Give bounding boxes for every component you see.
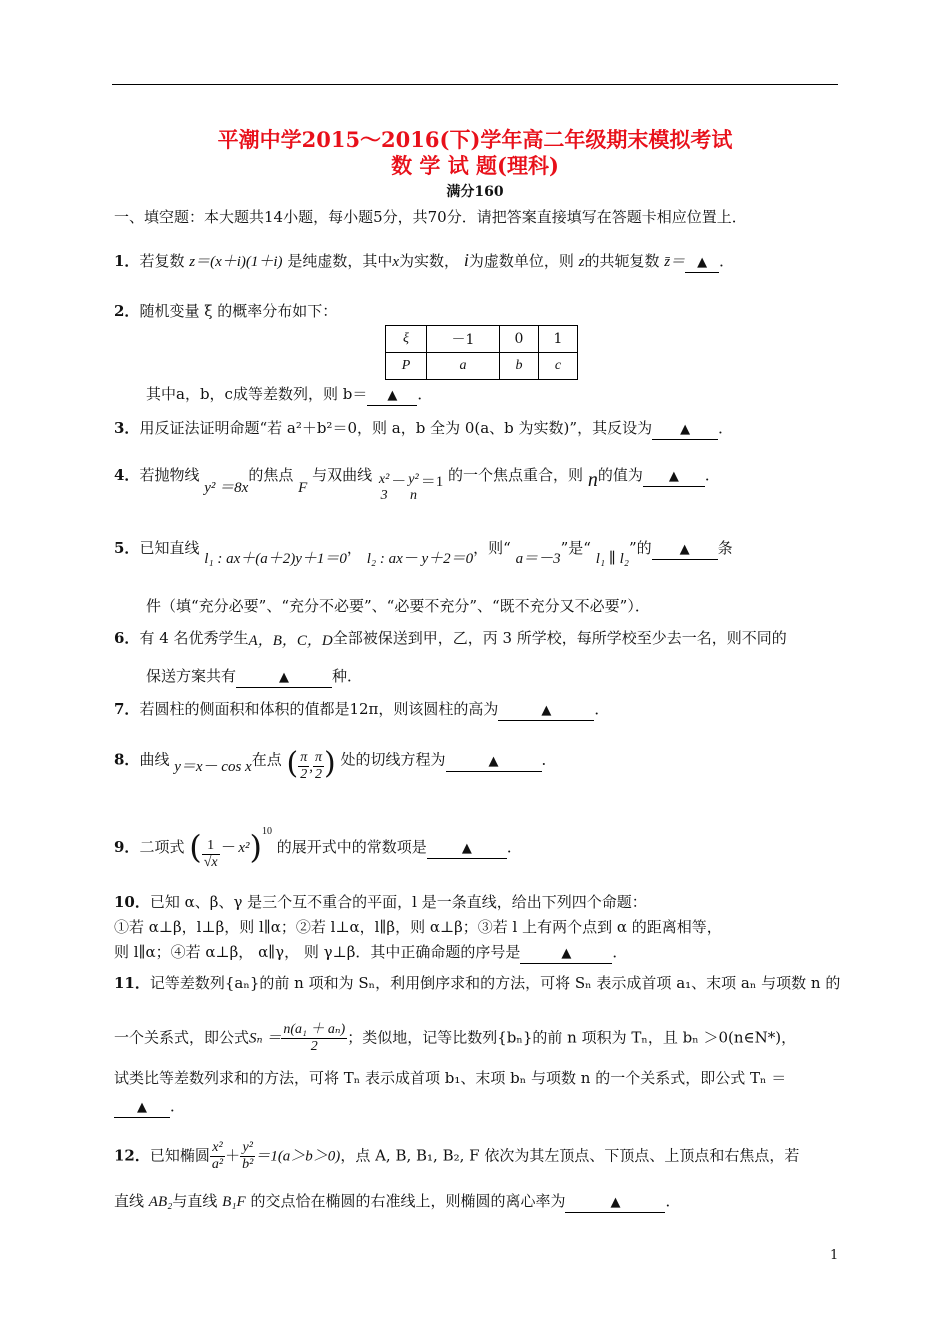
page-number: 1: [830, 1248, 839, 1263]
variable: z: [578, 254, 585, 270]
text: ．: [665, 1192, 681, 1210]
text: 全部被保送到甲，乙，丙 3 所学校，每所学校至少去一名，则不同的: [332, 629, 787, 647]
text: 已知椭圆: [149, 1146, 210, 1165]
question-number: 12．: [114, 1146, 150, 1165]
text: 若抛物线: [139, 466, 200, 484]
text: ．: [594, 700, 610, 718]
text: ．: [719, 252, 735, 270]
triangle-mark: ▲: [387, 388, 398, 403]
variable: x: [392, 254, 400, 270]
text: 随机变量 ξ 的概率分布如下：: [139, 302, 338, 320]
text: 的值为: [597, 466, 643, 484]
table-row: [386, 353, 578, 380]
formula: a＝－3: [515, 551, 561, 567]
triangle-mark: ▲: [561, 946, 572, 961]
text: ”是“: [560, 539, 591, 557]
text: ．: [541, 750, 557, 769]
text: ；类似地，记等比数列{bₙ}的前 n 项积为 Tₙ，且 bₙ ＞0(n∈N*)，: [347, 1028, 797, 1047]
fraction: [406, 472, 420, 504]
question-3: [114, 418, 733, 440]
text: 若复数: [139, 252, 185, 270]
formula: Sₙ ＝: [249, 1030, 282, 1047]
denominator: 3: [380, 488, 388, 503]
text: ，则“: [473, 539, 511, 557]
exam-subject: 数 学 试 题(理科): [391, 153, 559, 178]
formula: z̄＝: [664, 254, 686, 270]
question-number: 4．: [114, 466, 140, 484]
denominator: n: [410, 488, 417, 503]
formula: － x²: [219, 840, 250, 856]
comma: ,: [309, 758, 313, 775]
text: 条: [717, 539, 733, 557]
denominator: √x: [203, 854, 218, 870]
numerator: n(a₁ ＋ aₙ): [283, 1022, 346, 1037]
question-1: [114, 250, 734, 273]
fraction: [202, 838, 220, 871]
triangle-mark: ▲: [610, 1195, 621, 1210]
question-5-line2: [146, 596, 650, 616]
question-11-line3: [114, 1068, 786, 1088]
text: 种．: [332, 667, 363, 685]
full-score: 满分160: [446, 184, 504, 200]
answer-blank[interactable]: [446, 751, 542, 772]
left-paren: (: [189, 828, 202, 866]
text: ．: [704, 466, 720, 484]
question-11-line4: [114, 1096, 185, 1118]
denominator: 2: [314, 767, 322, 782]
numerator: x²: [210, 1140, 225, 1157]
table-cell: P: [386, 353, 427, 380]
formula: l₁ ∥ l₂: [595, 551, 629, 567]
operator: ＋: [225, 1148, 241, 1165]
triangle-mark: ▲: [697, 255, 708, 270]
table-cell: 1: [539, 326, 578, 353]
question-number: 8．: [114, 750, 140, 769]
text: 已知 α、β、γ 是三个互不重合的平面，l 是一条直线，给出下列四个命题：: [149, 893, 647, 911]
formula: ＝1(a＞b＞0): [255, 1148, 341, 1165]
numerator: 1: [202, 838, 220, 855]
text: 一个关系式，即公式: [114, 1028, 250, 1047]
table-row: [386, 326, 578, 353]
text: 处的切线方程为: [340, 750, 446, 769]
right-paren: ): [249, 828, 263, 866]
triangle-mark: ▲: [680, 422, 691, 437]
answer-blank[interactable]: [643, 466, 705, 487]
question-12-line2: [114, 1191, 681, 1213]
text: ①若 α⊥β，l⊥β，则 l∥α；②若 l⊥α，l∥β，则 α⊥β；③若 l 上有两个点到 α 的距离相等，: [114, 918, 722, 936]
denominator: a²: [211, 1157, 224, 1172]
section-intro-text: 一、填空题：本大题共14小题，每小题5分，共70分．请把答案直接填写在答题卡相应位置上．: [114, 208, 747, 226]
triangle-mark: ▲: [541, 703, 552, 718]
answer-blank[interactable]: [520, 943, 612, 964]
distribution-table: [385, 325, 578, 380]
text: 有 4 名优秀学生: [139, 629, 249, 647]
question-12: [114, 1140, 799, 1173]
table-cell: 0: [500, 326, 539, 353]
table-cell: a: [427, 353, 500, 380]
text: 与直线: [172, 1192, 218, 1210]
exam-title: 平潮中学2015～2016(下)学年高二年级期末模拟考试: [217, 127, 733, 152]
text: 则 l∥α；④若 α⊥β， α∥γ， 则 γ⊥β．其中正确命题的序号是: [114, 943, 521, 961]
text: 与双曲线: [312, 466, 373, 484]
fraction: [281, 1022, 347, 1055]
answer-blank[interactable]: [367, 385, 417, 406]
triangle-mark: ▲: [137, 1100, 147, 1115]
question-11: [114, 973, 840, 993]
text: 用反证法证明命题“若 a²＋b²＝0，则 a，b 全为 0(a、b 为实数)”，其反设为: [139, 419, 653, 437]
table-cell: c: [539, 353, 578, 380]
text: 的展开式中的常数项是: [276, 838, 427, 856]
text: ，点 A, B, B₁, B₂, F 依次为其左顶点、下顶点、上顶点和右焦点，若: [340, 1146, 800, 1165]
table-cell: ξ: [386, 326, 427, 353]
variable: i: [463, 250, 469, 270]
numerator: y²: [408, 472, 419, 487]
table-cell: －1: [427, 326, 500, 353]
text: 其中a，b，c成等差数列，则 b＝: [146, 385, 368, 403]
triangle-mark: ▲: [668, 469, 679, 484]
question-number: 5．: [114, 539, 140, 557]
denominator: b²: [242, 1157, 254, 1172]
formula: l₁ : ax＋(a＋2)y＋1＝0: [204, 551, 347, 567]
right-paren: ): [324, 745, 336, 781]
denominator: 2: [310, 1039, 318, 1054]
question-10-line2: [114, 917, 722, 937]
answer-blank[interactable]: [236, 667, 332, 688]
text: 若圆柱的侧面积和体积的值都是12π，则该圆柱的高为: [139, 700, 499, 718]
question-5: [114, 538, 733, 567]
left-paren: (: [286, 745, 299, 781]
exponent: 10: [262, 826, 273, 837]
text: ．: [417, 385, 433, 403]
text: 保送方案共有: [146, 667, 237, 685]
question-number: 9．: [114, 838, 140, 856]
numerator: y²: [240, 1140, 255, 1157]
answer-blank[interactable]: [427, 838, 507, 859]
question-number: 11．: [114, 974, 150, 992]
formula: z＝(x＋i)(1＋i): [189, 254, 283, 270]
fraction: [210, 1140, 225, 1173]
text: ．: [170, 1097, 186, 1115]
question-4: [114, 460, 720, 503]
text: 已知直线: [139, 539, 200, 557]
formula: y＝x－ cos x: [174, 758, 252, 775]
question-2: [114, 301, 337, 321]
question-number: 3．: [114, 419, 140, 437]
fraction: [377, 472, 391, 504]
section-intro: [114, 207, 747, 227]
answer-blank[interactable]: [114, 1097, 170, 1118]
question-number: 1．: [114, 252, 140, 270]
text: ．: [612, 943, 628, 961]
fraction: [240, 1140, 255, 1173]
text: 为实数，: [399, 252, 460, 270]
question-number: 6．: [114, 629, 140, 647]
answer-blank[interactable]: [652, 419, 718, 440]
formula: A，B，C，D: [248, 633, 333, 649]
fraction: [313, 750, 324, 783]
triangle-mark: ▲: [461, 841, 472, 856]
triangle-mark: ▲: [679, 542, 690, 557]
operator: －: [391, 474, 407, 490]
variable: n: [587, 469, 598, 491]
answer-blank[interactable]: [565, 1192, 665, 1213]
variable: F: [298, 480, 308, 496]
formula: AB₂: [148, 1194, 173, 1210]
numerator: π: [300, 750, 308, 765]
question-number: 10．: [114, 893, 150, 911]
numerator: x²: [378, 472, 390, 487]
question-9: [114, 826, 522, 870]
text: 在点: [251, 750, 282, 769]
denominator: 2: [300, 767, 308, 782]
text: ”的: [628, 539, 652, 557]
formula: l₂ : ax－ y＋2＝0: [366, 551, 474, 567]
question-10-line3: [114, 942, 627, 964]
text: 的一个焦点重合，则: [448, 466, 584, 484]
text: 是纯虚数，其中: [287, 252, 393, 270]
question-6-line2: [146, 666, 362, 688]
text: 的交点恰在椭圆的右准线上，则椭圆的离心率为: [250, 1192, 566, 1210]
answer-blank[interactable]: [685, 252, 719, 273]
text: ，: [346, 539, 362, 557]
question-6: [114, 628, 787, 649]
triangle-mark: ▲: [279, 670, 290, 685]
numerator: π: [314, 750, 322, 765]
question-7: [114, 699, 609, 721]
text: ．: [506, 838, 522, 856]
fraction: [298, 750, 309, 783]
question-11-line2: [114, 1022, 796, 1055]
table-cell: b: [500, 353, 539, 380]
text: 二项式: [139, 838, 185, 856]
question-number: 7．: [114, 700, 140, 718]
text: 直线: [114, 1192, 145, 1210]
text: 为虚数单位，则: [468, 252, 574, 270]
answer-blank[interactable]: [652, 539, 718, 560]
answer-blank[interactable]: [498, 700, 594, 721]
text: 曲线: [139, 750, 170, 769]
triangle-mark: ▲: [488, 753, 499, 769]
formula: y² ＝8x: [204, 480, 249, 496]
text: ．: [718, 419, 734, 437]
top-rule: [112, 84, 838, 85]
formula: B₁F: [222, 1194, 246, 1210]
question-2-condition: [146, 384, 432, 406]
question-8: [114, 744, 557, 782]
text: 记等差数列{aₙ}的前 n 项和为 Sₙ，利用倒序求和的方法，可将 Sₙ 表示成首项 a₁、末项 aₙ 与项数 n 的: [149, 974, 841, 992]
question-10: [114, 892, 647, 912]
question-number: 2．: [114, 302, 140, 320]
text: 的共轭复数: [584, 252, 660, 270]
formula: ＝1: [420, 474, 444, 490]
text: 的焦点: [248, 466, 294, 484]
text: 试类比等差数列求和的方法，可将 Tₙ 表示成首项 b₁、末项 bₙ 与项数 n 的一个关系式，即公式 Tₙ ＝: [114, 1069, 787, 1087]
text: 件（填“充分必要”、“充分不必要”、“必要不充分”、“既不充分又不必要”）．: [146, 597, 650, 615]
